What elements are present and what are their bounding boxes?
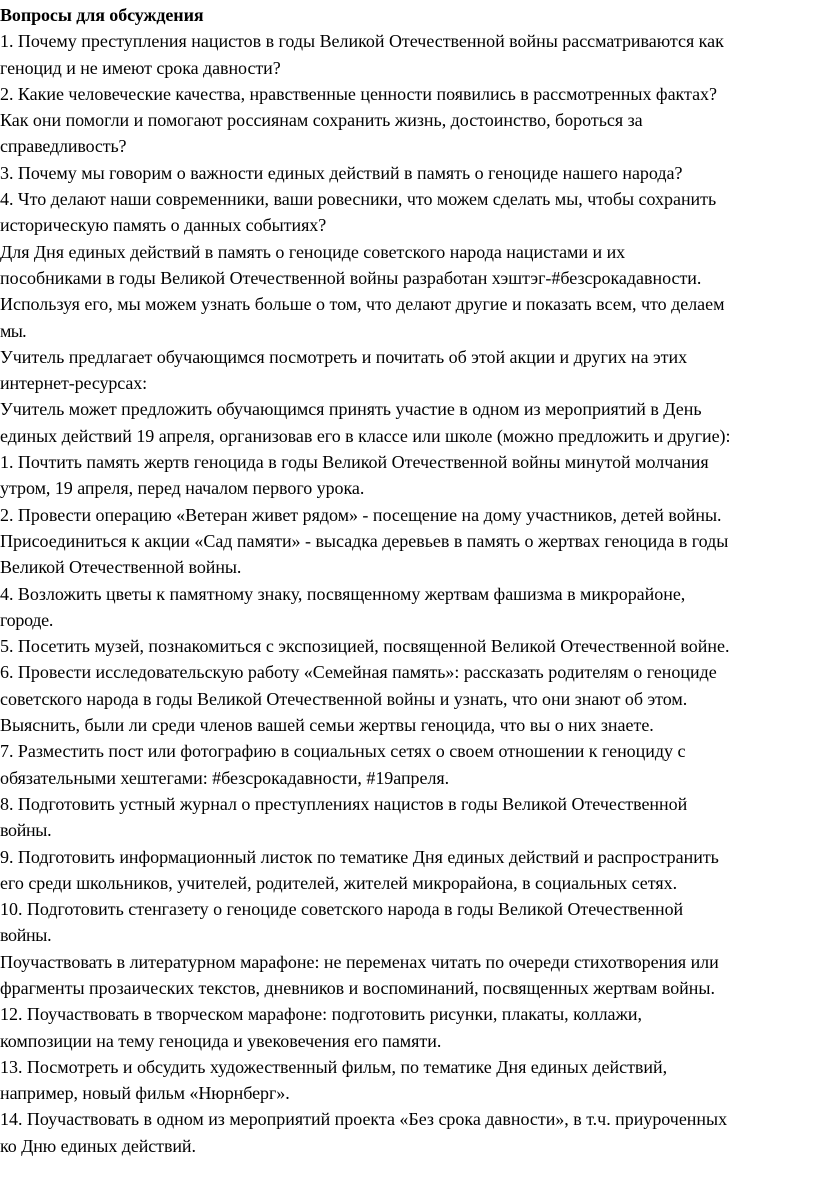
text-line: 4. Возложить цветы к памятному знаку, посвященному жертвам фашизма в микрорайоне, [0, 583, 686, 604]
text-line: фрагменты прозаических текстов, дневников и воспоминаний, посвященных жертвам войны. [0, 977, 715, 998]
document-text [0, 28, 816, 1159]
text-line: 1. Почтить память жертв геноцида в годы Великой Отечественной войны минутой молчания [0, 452, 709, 473]
text-line: 4. Что делают наши современники, ваши ровесники, что можем сделать мы, чтобы сохранить [0, 189, 717, 210]
text-line: 3. Почему мы говорим о важности единых действий в память о геноциде нашего народа? [0, 162, 683, 183]
document-title: Вопросы для обсуждения [0, 5, 204, 25]
text-line: Великой Отечественной войны. [0, 557, 242, 578]
text-line: композиции на тему геноцида и увековечения его памяти. [0, 1030, 442, 1051]
text-line: 8. Подготовить устный журнал о преступлениях нацистов в годы Великой Отечественной [0, 793, 688, 814]
document-body [0, 2, 816, 1159]
text-line: Как они помогли и помогают россиянам сохранить жизнь, достоинство, бороться за [0, 110, 643, 131]
text-line: геноцид и не имеют срока давности? [0, 57, 281, 78]
text-line: 2. Какие человеческие качества, нравственные ценности появились в рассмотренных фактах? [0, 83, 717, 104]
text-line: городе. [0, 609, 54, 630]
text-line: Учитель может предложить обучающимся принять участие в одном из мероприятий в День [0, 399, 702, 420]
text-line: Выяснить, были ли среди членов вашей семьи жертвы геноцида, что вы о них знаете. [0, 715, 654, 736]
text-line: Присоединиться к акции «Сад памяти» - высадка деревьев в память о жертвах геноцида в годы [0, 530, 729, 551]
text-line: 10. Подготовить стенгазету о геноциде советского народа в годы Великой Отечественной [0, 899, 684, 920]
text-line: 2. Провести операцию «Ветеран живет рядом» - посещение на дому участников, детей войны. [0, 504, 722, 525]
text-line: советского народа в годы Великой Отечественной войны и узнать, что они знают об этом. [0, 688, 688, 709]
text-line: войны. [0, 820, 52, 841]
text-line: 13. Посмотреть и обсудить художественный фильм, по тематике Дня единых действий, [0, 1056, 668, 1077]
text-line: войны. [0, 925, 52, 946]
text-line: 6. Провести исследовательскую работу «Семейная память»: рассказать родителям о геноциде [0, 662, 717, 683]
text-line: справедливость? [0, 136, 127, 157]
text-line: 14. Поучаствовать в одном из мероприятий проекта «Без срока давности», в т.ч. приуроченных [0, 1109, 728, 1130]
text-line: 1. Почему преступления нацистов в годы Великой Отечественной войны рассматриваются как [0, 31, 724, 52]
text-line: Используя его, мы можем узнать больше о том, что делают другие и показать всем, что делаем [0, 294, 725, 315]
text-line: например, новый фильм «Нюрнберг». [0, 1083, 290, 1104]
text-line: 5. Посетить музей, познакомиться с экспозицией, посвященной Великой Отечественной войне. [0, 636, 730, 657]
text-line: ко Дню единых действий. [0, 1135, 196, 1156]
text-line: пособниками в годы Великой Отечественной войны разработан хэштэг-#безсрокадавности. [0, 267, 702, 288]
text-line: единых действий 19 апреля, организовав его в классе или школе (можно предложить и другие): [0, 425, 731, 446]
text-line: интернет-ресурсах: [0, 373, 147, 394]
text-line: утром, 19 апреля, перед началом первого урока. [0, 478, 365, 499]
text-line: Для Дня единых действий в память о геноциде советского народа нацистами и их [0, 241, 626, 262]
text-line: 12. Поучаствовать в творческом марафоне: подготовить рисунки, плакаты, коллажи, [0, 1004, 643, 1025]
text-line: обязательными хештегами: #безсрокадавности, #19апреля. [0, 767, 450, 788]
text-line: историческую память о данных событиях? [0, 215, 327, 236]
text-line: Учитель предлагает обучающимся посмотреть и почитать об этой акции и других на этих [0, 346, 688, 367]
text-line: его среди школьников, учителей, родителей, жителей микрорайона, в социальных сетях. [0, 872, 678, 893]
text-line: Поучаствовать в литературном марафоне: не переменах читать по очереди стихотворения или [0, 951, 719, 972]
text-line: 7. Разместить пост или фотографию в социальных сетях о своем отношении к геноциду с [0, 741, 686, 762]
text-line: 9. Подготовить информационный листок по тематике Дня единых действий и распространить [0, 846, 719, 867]
text-line: мы. [0, 320, 26, 341]
